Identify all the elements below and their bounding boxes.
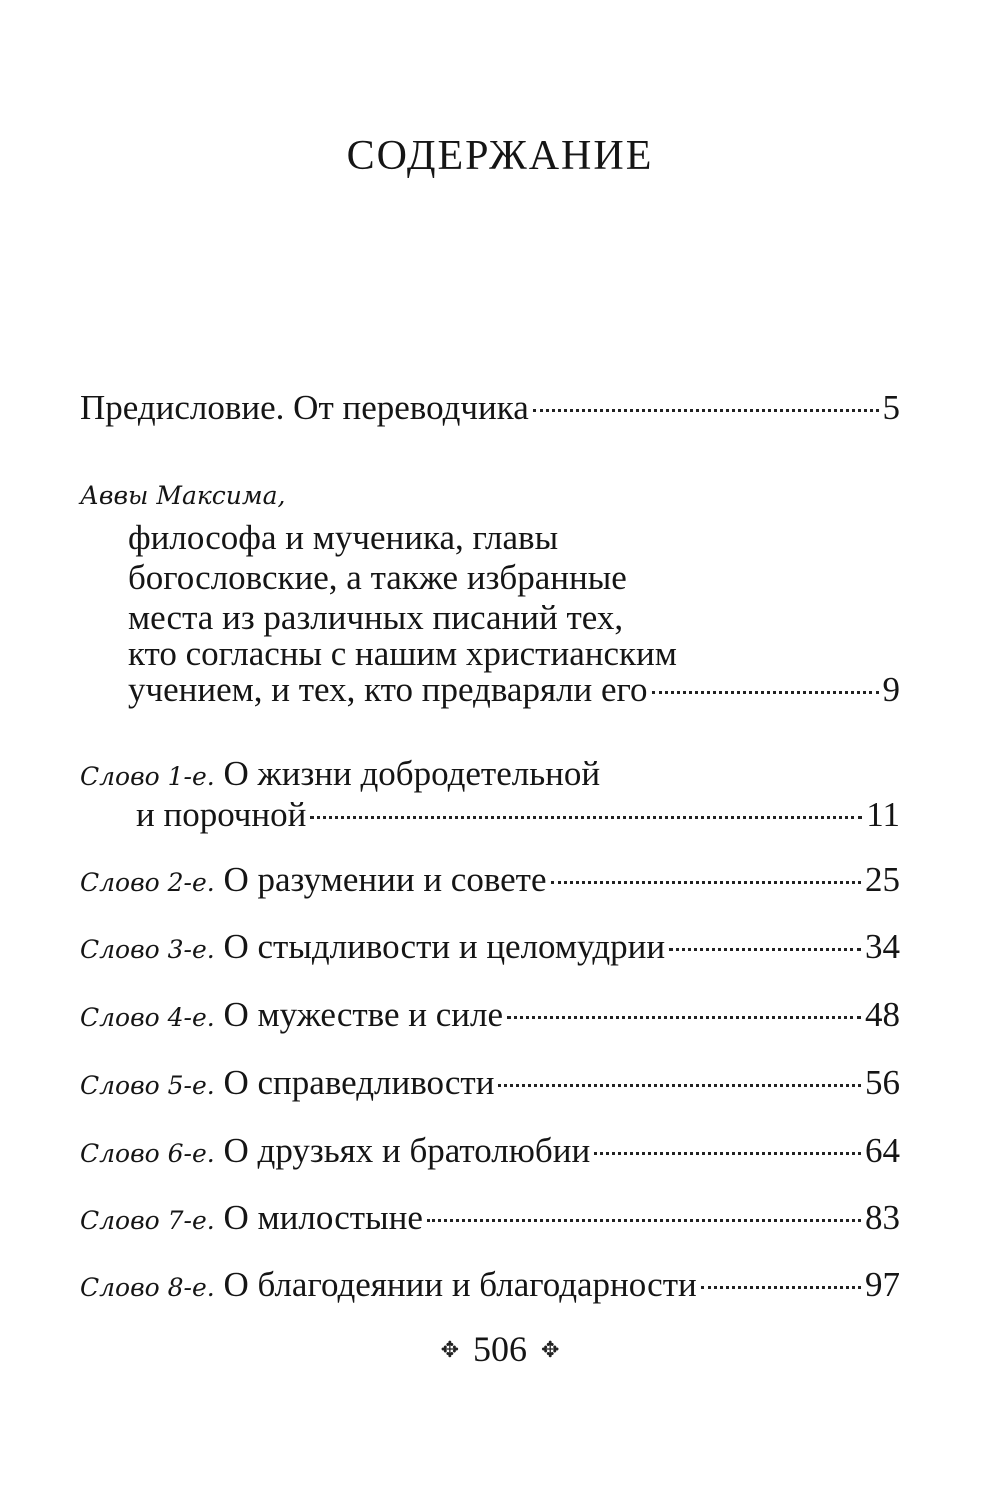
page-footer (0, 1325, 1000, 1374)
toc-entry-page: 34 (865, 927, 900, 966)
sermon-prefix: Слово 2-е. (80, 868, 215, 897)
toc-entry-page: 56 (865, 1063, 900, 1102)
toc-entry-page: 97 (865, 1265, 900, 1304)
toc-entry-sermon-1-first (80, 752, 600, 799)
toc-entry-line: кто согласны с нашим христианским (128, 634, 677, 673)
toc-entry-sermon-5 (80, 1061, 900, 1108)
toc-entry-sermon-6 (80, 1129, 900, 1176)
dot-leader (551, 881, 861, 884)
sermon-prefix: Слово 6-е. (80, 1139, 215, 1168)
toc-entry-page: 48 (865, 995, 900, 1034)
toc-entry-sermon-1 (136, 793, 900, 837)
toc-entry-abbot (128, 668, 900, 712)
dot-leader (669, 948, 861, 951)
dot-leader (498, 1084, 861, 1087)
dot-leader (427, 1219, 861, 1222)
toc-entry-page: 9 (882, 670, 900, 709)
sermon-prefix: Слово 7-е. (80, 1206, 215, 1235)
sermon-prefix: Слово 4-е. (80, 1003, 215, 1032)
page-number: 506 (473, 1329, 527, 1369)
toc-entry-label: Предисловие. От переводчика (80, 388, 529, 427)
toc-entry-label: учением, и тех, кто предваряли его (128, 670, 648, 709)
sermon-prefix: Слово 5-е. (80, 1071, 215, 1100)
toc-entry-preface (80, 386, 900, 430)
sermon-prefix: Слово 1-е. (80, 762, 215, 791)
toc-entry-sermon-2 (80, 858, 900, 905)
dot-leader (701, 1286, 861, 1289)
sermon-title: О разумении и совете (223, 860, 547, 899)
dot-leader (652, 691, 879, 694)
dot-leader (507, 1016, 861, 1019)
dot-leader (594, 1152, 861, 1155)
sermon-prefix: Слово 3-е. (80, 935, 215, 964)
sermon-title: О жизни добродетельной (223, 754, 601, 793)
toc-entry-line: богословские, а также избранные (128, 558, 627, 597)
sermon-prefix: Слово 8-е. (80, 1273, 215, 1302)
sermon-title: О мужестве и силе (223, 995, 504, 1034)
toc-entry-sermon-8 (80, 1263, 900, 1310)
toc-entry-page: 64 (865, 1131, 900, 1170)
sermon-title: О справедливости (223, 1063, 495, 1102)
toc-entry-sermon-4 (80, 993, 900, 1040)
ornament-icon: ✥ (440, 1337, 459, 1362)
toc-entry-page: 5 (882, 388, 900, 427)
dot-leader (310, 816, 862, 819)
toc-author: Аввы Максима, (80, 481, 286, 510)
sermon-title: О благодеянии и благодарности (223, 1265, 697, 1304)
toc-entry-page: 25 (865, 860, 900, 899)
toc-entry-line: философа и мученика, главы (128, 518, 559, 557)
sermon-title: О стыдливости и целомудрии (223, 927, 666, 966)
toc-entry-page: 11 (866, 795, 900, 834)
toc-entry-label: и порочной (136, 795, 307, 834)
dot-leader (533, 409, 879, 412)
sermon-title: О друзьях и братолюбии (223, 1131, 591, 1170)
toc-entry-line: места из различных писаний тех, (128, 598, 624, 637)
page-title: СОДЕРЖАНИЕ (346, 133, 654, 179)
toc-entry-sermon-3 (80, 925, 900, 972)
toc-entry-page: 83 (865, 1198, 900, 1237)
ornament-icon: ✥ (541, 1337, 560, 1362)
toc-entry-sermon-7 (80, 1196, 900, 1243)
sermon-title: О милостыне (223, 1198, 423, 1237)
